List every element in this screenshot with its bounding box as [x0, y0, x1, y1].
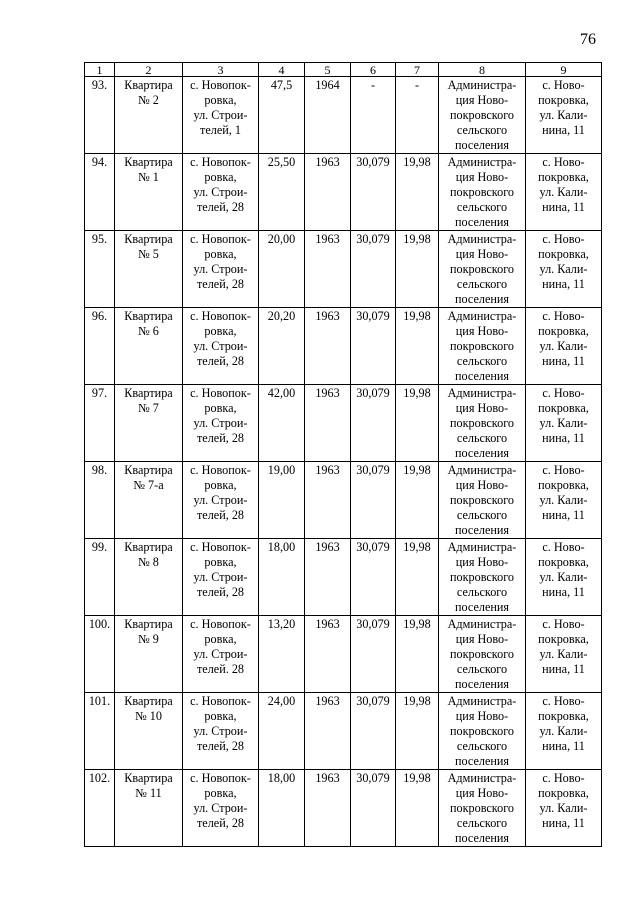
owner-location: с. Ново- покровка, ул. Кали- нина, 11	[526, 77, 602, 154]
object-value-col6: 30,079	[351, 539, 396, 616]
table-row	[85, 154, 602, 231]
object-owner: Администра- ция Ново- покровского сельского поселения	[439, 154, 526, 231]
object-year: 1963	[305, 770, 351, 847]
owner-location: с. Ново- покровка, ул. Кали- нина, 11	[526, 539, 602, 616]
table-row	[85, 770, 602, 847]
table-row	[85, 77, 602, 154]
object-name: Квартира № 11	[115, 770, 183, 847]
object-year: 1963	[305, 154, 351, 231]
object-value-col7: 19,98	[396, 462, 439, 539]
object-year: 1963	[305, 462, 351, 539]
object-owner: Администра- ция Ново- покровского сельского поселения	[439, 231, 526, 308]
object-name: Квартира № 8	[115, 539, 183, 616]
table-row	[85, 231, 602, 308]
object-value-col7: 19,98	[396, 770, 439, 847]
object-area: 20,20	[259, 308, 305, 385]
owner-location: с. Ново- покровка, ул. Кали- нина, 11	[526, 770, 602, 847]
owner-location: с. Ново- покровка, ул. Кали- нина, 11	[526, 154, 602, 231]
object-value-col7: 19,98	[396, 385, 439, 462]
row-number: 94.	[85, 154, 115, 231]
row-number: 101.	[85, 693, 115, 770]
column-header: 9	[526, 63, 602, 77]
page-number: 76	[580, 31, 596, 48]
object-area: 18,00	[259, 539, 305, 616]
table-row	[85, 616, 602, 693]
object-owner: Администра- ция Ново- покровского сельского поселения	[439, 77, 526, 154]
object-value-col7: 19,98	[396, 154, 439, 231]
object-value-col7: 19,98	[396, 616, 439, 693]
object-value-col6: 30,079	[351, 770, 396, 847]
column-header: 4	[259, 63, 305, 77]
row-number: 96.	[85, 308, 115, 385]
row-number: 100.	[85, 616, 115, 693]
object-name: Квартира № 6	[115, 308, 183, 385]
object-area: 25,50	[259, 154, 305, 231]
object-value-col6: 30,079	[351, 154, 396, 231]
property-registry-table	[84, 62, 602, 847]
owner-location: с. Ново- покровка, ул. Кали- нина, 11	[526, 385, 602, 462]
object-value-col6: -	[351, 77, 396, 154]
table-row	[85, 308, 602, 385]
object-address: с. Новопок- ровка, ул. Строи- телей, 28	[183, 308, 259, 385]
owner-location: с. Ново- покровка, ул. Кали- нина, 11	[526, 693, 602, 770]
object-area: 47,5	[259, 77, 305, 154]
object-name: Квартира № 7	[115, 385, 183, 462]
object-value-col7: 19,98	[396, 308, 439, 385]
object-value-col6: 30,079	[351, 616, 396, 693]
column-header: 8	[439, 63, 526, 77]
object-area: 18,00	[259, 770, 305, 847]
row-number: 99.	[85, 539, 115, 616]
object-address: с. Новопок- ровка, ул. Строи- телей, 28	[183, 231, 259, 308]
object-year: 1963	[305, 385, 351, 462]
row-number: 93.	[85, 77, 115, 154]
object-value-col6: 30,079	[351, 385, 396, 462]
object-year: 1964	[305, 77, 351, 154]
column-header: 6	[351, 63, 396, 77]
object-address: с. Новопок- ровка, ул. Строи- телей, 28	[183, 385, 259, 462]
table-row	[85, 462, 602, 539]
object-name: Квартира № 7-а	[115, 462, 183, 539]
object-area: 19,00	[259, 462, 305, 539]
object-value-col7: 19,98	[396, 231, 439, 308]
object-area: 13,20	[259, 616, 305, 693]
object-value-col6: 30,079	[351, 308, 396, 385]
object-value-col6: 30,079	[351, 693, 396, 770]
object-address: с. Новопок- ровка, ул. Строи- телей, 28	[183, 770, 259, 847]
object-address: с. Новопок- ровка, ул. Строи- телей, 28	[183, 693, 259, 770]
column-header: 3	[183, 63, 259, 77]
column-header: 5	[305, 63, 351, 77]
table-row	[85, 385, 602, 462]
object-owner: Администра- ция Ново- покровского сельского поселения	[439, 308, 526, 385]
object-owner: Администра- ция Ново- покровского сельского поселения	[439, 616, 526, 693]
table-row	[85, 539, 602, 616]
object-name: Квартира № 10	[115, 693, 183, 770]
object-owner: Администра- ция Ново- покровского сельского поселения	[439, 385, 526, 462]
object-value-col7: 19,98	[396, 539, 439, 616]
object-name: Квартира № 1	[115, 154, 183, 231]
object-address: с. Новопок- ровка, ул. Строи- телей, 28	[183, 462, 259, 539]
object-name: Квартира № 9	[115, 616, 183, 693]
object-address: с. Новопок- ровка, ул. Строи- телей, 28	[183, 154, 259, 231]
table-row	[85, 693, 602, 770]
object-year: 1963	[305, 231, 351, 308]
object-year: 1963	[305, 616, 351, 693]
object-address: с. Новопок- ровка, ул. Строи- телей, 1	[183, 77, 259, 154]
owner-location: с. Ново- покровка, ул. Кали- нина, 11	[526, 308, 602, 385]
row-number: 97.	[85, 385, 115, 462]
object-owner: Администра- ция Ново- покровского сельского поселения	[439, 462, 526, 539]
object-name: Квартира № 2	[115, 77, 183, 154]
row-number: 95.	[85, 231, 115, 308]
object-area: 42,00	[259, 385, 305, 462]
column-header: 1	[85, 63, 115, 77]
owner-location: с. Ново- покровка, ул. Кали- нина, 11	[526, 231, 602, 308]
object-address: с. Новопок- ровка, ул. Строи- телей. 28	[183, 616, 259, 693]
row-number: 102.	[85, 770, 115, 847]
object-year: 1963	[305, 693, 351, 770]
object-area: 20,00	[259, 231, 305, 308]
object-name: Квартира № 5	[115, 231, 183, 308]
object-owner: Администра- ция Ново- покровского сельского поселения	[439, 693, 526, 770]
owner-location: с. Ново- покровка, ул. Кали- нина, 11	[526, 462, 602, 539]
object-address: с. Новопок- ровка, ул. Строи- телей, 28	[183, 539, 259, 616]
owner-location: с. Ново- покровка, ул. Кали- нина, 11	[526, 616, 602, 693]
object-owner: Администра- ция Ново- покровского сельского поселения	[439, 539, 526, 616]
column-header: 7	[396, 63, 439, 77]
object-value-col7: -	[396, 77, 439, 154]
object-value-col6: 30,079	[351, 462, 396, 539]
object-year: 1963	[305, 539, 351, 616]
object-owner: Администра- ция Ново- покровского сельского поселения	[439, 770, 526, 847]
object-value-col7: 19,98	[396, 693, 439, 770]
object-value-col6: 30,079	[351, 231, 396, 308]
column-header: 2	[115, 63, 183, 77]
object-year: 1963	[305, 308, 351, 385]
object-area: 24,00	[259, 693, 305, 770]
header-row	[85, 63, 602, 77]
row-number: 98.	[85, 462, 115, 539]
